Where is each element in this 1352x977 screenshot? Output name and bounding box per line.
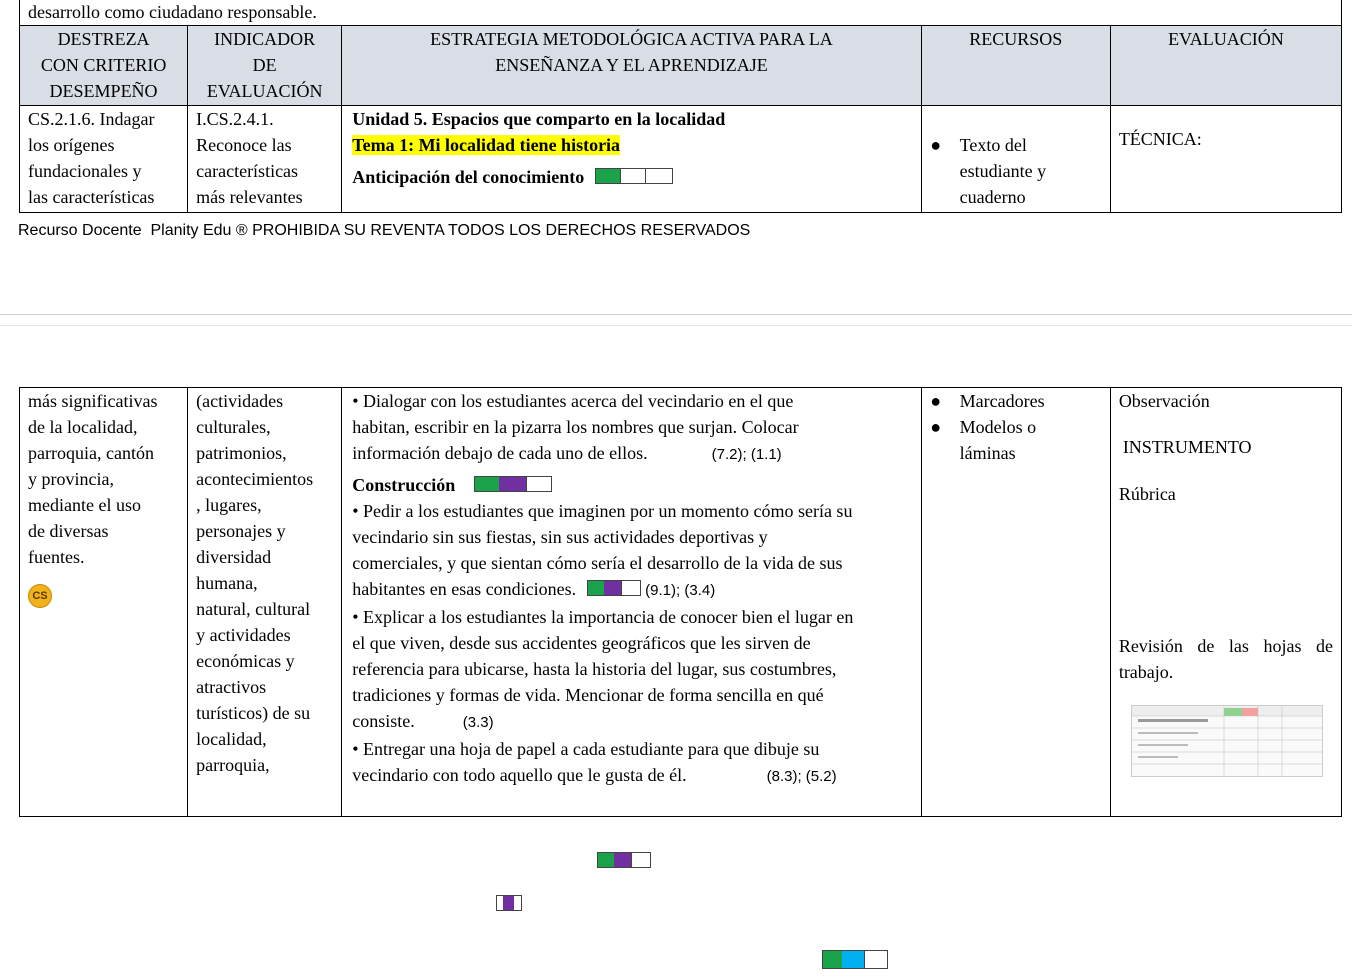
resource-item: Texto del estudiante y cuaderno xyxy=(959,135,1047,207)
header-evaluacion: EVALUACIÓN xyxy=(1110,26,1341,106)
recursos-cell: ● Marcadores ● Modelos o láminas xyxy=(921,388,1110,817)
progress-bar-icon xyxy=(496,895,522,911)
technique-label: TÉCNICA: xyxy=(1118,129,1202,149)
page-top-section xyxy=(19,0,1342,214)
eval-revision: Revisión de las hojas de trabajo. xyxy=(1118,636,1333,682)
activity-paragraph: • Entregar una hoja de papel a cada estudiante para que dibuje su vecindario con todo aquello que le gusta de él. (8.3); (5.2) xyxy=(352,739,837,785)
indicador-cell: (actividades culturales, patrimonios, acontecimientos , lugares, personajes y diversidad humana, natural, cultural y actividades económicas y atractivos turísticos) de su localidad, parroquia, xyxy=(188,388,342,817)
resource-item: Modelos o láminas xyxy=(959,417,1037,463)
recursos-cell: ● Texto del estudiante y cuaderno xyxy=(921,106,1110,213)
activity-paragraph: • Pedir a los estudiantes que imaginen por un momento cómo sería su vecindario sin sus fiestas, sin sus actividades deportivas y comerciales, y que sientan cómo sería el desarrollo de la vida de sus habitantes en esas condiciones. (9.1); (3.4) xyxy=(352,501,853,599)
eval-rubrica: Rúbrica xyxy=(1118,484,1176,504)
eval-instrumento: INSTRUMENTO xyxy=(1122,437,1252,457)
estrategia-cell xyxy=(342,106,921,213)
table-row xyxy=(20,388,1342,817)
construction-heading: Construcción xyxy=(352,475,456,495)
unit-title: Unidad 5. Espacios que comparto en la localidad xyxy=(352,109,726,129)
header-recursos: RECURSOS xyxy=(921,26,1110,106)
topic-title: Tema 1: Mi localidad tiene historia xyxy=(352,135,621,155)
planning-table-top xyxy=(19,25,1342,213)
header-indicador: INDICADOR DE EVALUACIÓN xyxy=(188,26,342,106)
table-row xyxy=(20,106,1342,213)
page-reference: (8.3); (5.2) xyxy=(766,768,837,785)
top-fragment-text: desarrollo como ciudadano responsable. xyxy=(28,2,317,22)
progress-bar-icon xyxy=(822,950,888,969)
indicador-cell: I.CS.2.4.1. Reconoce las características más relevantes xyxy=(188,106,342,213)
footer-note: Recurso Docente Planity Edu ® PROHIBIDA SU REVENTA TODOS LOS DERECHOS RESERVADOS xyxy=(18,222,751,239)
progress-bar-icon xyxy=(587,580,641,596)
top-fragment-row xyxy=(19,0,1342,25)
page-separator xyxy=(0,314,1352,315)
table-header-row xyxy=(20,26,1342,106)
page-reference: (7.2); (1.1) xyxy=(711,446,782,463)
estrategia-cell xyxy=(342,388,921,817)
cs-badge-icon: CS xyxy=(28,584,52,608)
evaluacion-cell xyxy=(1110,106,1341,213)
page-separator xyxy=(0,325,1352,326)
progress-bar-icon xyxy=(595,168,673,184)
progress-bar-icon xyxy=(597,852,651,868)
header-destreza: DESTREZA CON CRITERIO DESEMPEÑO xyxy=(20,26,188,106)
progress-bar-icon xyxy=(474,476,552,492)
anticipation-heading: Anticipación del conocimiento xyxy=(352,167,585,187)
rubric-thumbnail-image xyxy=(1131,705,1323,777)
activity-paragraph: • Dialogar con los estudiantes acerca del vecindario en el que habitan, escribir en la pizarra los nombres que surjan. Colocar información debajo de cada uno de ellos. (7.2); (1.1) xyxy=(352,391,799,463)
destreza-cell: más significativas de la localidad, parroquia, cantón y provincia, mediante el uso de diversas fuentes. CS xyxy=(20,388,188,817)
page-reference: (3.3) xyxy=(462,714,494,731)
eval-observacion: Observación xyxy=(1118,391,1210,411)
header-estrategia: ESTRATEGIA METODOLÓGICA ACTIVA PARA LA ENSEÑANZA Y EL APRENDIZAJE xyxy=(342,26,921,106)
planning-table-bottom xyxy=(19,387,1342,817)
resource-item: Marcadores xyxy=(959,391,1045,411)
evaluacion-cell xyxy=(1110,388,1341,817)
destreza-cell: CS.2.1.6. Indagar los orígenes fundacionales y las características xyxy=(20,106,188,213)
activity-paragraph: • Explicar a los estudiantes la importancia de conocer bien el lugar en el que viven, desde sus accidentes geográficos que les sirven de referencia para ubicarse, hasta la historia del lugar, sus costumbres, tradiciones y formas de vida. Mencionar de forma sencilla en qué consiste. (3.3) xyxy=(352,607,854,731)
page-reference: (9.1); (3.4) xyxy=(645,582,716,599)
